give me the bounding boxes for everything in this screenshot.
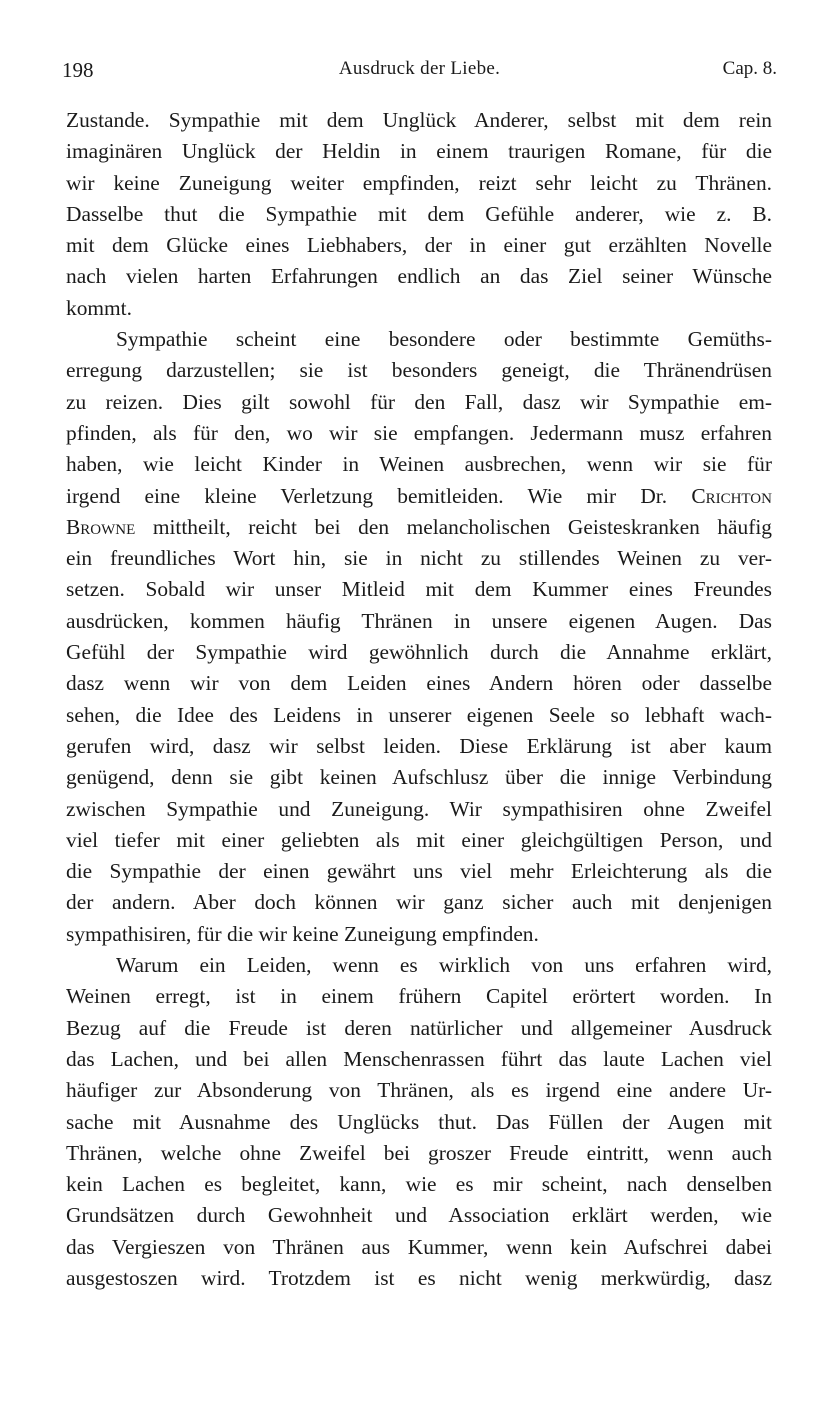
text-line: Weinen erregt, ist in einem frühern Capitel erörtert worden. In	[66, 984, 772, 1009]
text-line: die Sympathie der einen gewährt uns viel mehr Erleichterung als die	[66, 859, 772, 884]
running-title: Ausdruck der Liebe.	[338, 58, 501, 79]
text-line: dasz wenn wir von dem Leiden eines Andern hören oder dasselbe	[66, 671, 772, 696]
text-line: kein Lachen es begleitet, kann, wie es mir scheint, nach denselben	[66, 1172, 772, 1197]
text-line: Gefühl der Sympathie wird gewöhnlich durch die Annahme erklärt,	[66, 640, 772, 665]
text-segment: mittheilt, reicht bei den melancholischen Geisteskranken häufig	[152, 514, 772, 539]
text-line-with-name	[66, 481, 772, 512]
author-name: Browne	[66, 514, 136, 539]
text-line: ausdrücken, kommen häufig Thränen in unsere eigenen Augen. Das	[66, 608, 772, 633]
author-name: Crichton	[691, 483, 772, 508]
text-line: Grundsätzen durch Gewohnheit und Association erklärt werden, wie	[66, 1203, 772, 1228]
text-line: wir keine Zuneigung weiter empfinden, reizt sehr leicht zu Thränen.	[66, 170, 772, 195]
text-line: der andern. Aber doch können wir ganz sicher auch mit denjenigen	[66, 890, 772, 915]
text-line: erregung darzustellen; sie ist besonders geneigt, die Thränendrüsen	[66, 358, 772, 383]
text-line: nach vielen harten Erfahrungen endlich an das Ziel seiner Wünsche	[66, 264, 772, 289]
text-line: Thränen, welche ohne Zweifel bei groszer Freude eintritt, wenn auch	[66, 1140, 772, 1165]
text-line: sympathisiren, für die wir keine Zuneigung empfinden.	[66, 921, 539, 946]
text-line: viel tiefer mit einer geliebten als mit einer gleichgültigen Person, und	[66, 827, 772, 852]
text-line: das Vergieszen von Thränen aus Kummer, wenn kein Aufschrei dabei	[66, 1234, 772, 1259]
text-line: häufiger zur Absonderung von Thränen, als es irgend eine andere Ur-	[66, 1078, 772, 1103]
text-line: ein freundliches Wort hin, sie in nicht zu stillendes Weinen zu ver-	[66, 546, 772, 571]
body-text	[66, 105, 772, 1294]
text-line: ausgestoszen wird. Trotzdem ist es nicht wenig merkwürdig, dasz	[66, 1265, 772, 1290]
text-line: Bezug auf die Freude ist deren natürlicher und allgemeiner Ausdruck	[66, 1015, 772, 1040]
text-line: das Lachen, und bei allen Menschenrassen führt das laute Lachen viel	[66, 1046, 772, 1071]
text-line: mit dem Glücke eines Liebhabers, der in einer gut erzählten Novelle	[66, 233, 772, 258]
text-line: kommt.	[66, 295, 132, 320]
chapter-label: Cap. 8.	[722, 58, 777, 79]
text-line: haben, wie leicht Kinder in Weinen ausbrechen, wenn wir sie für	[66, 452, 772, 477]
text-line: setzen. Sobald wir unser Mitleid mit dem Kummer eines Freundes	[66, 577, 772, 602]
text-line: gerufen wird, dasz wir selbst leiden. Diese Erklärung ist aber kaum	[66, 733, 772, 758]
text-line: Warum ein Leiden, wenn es wirklich von uns erfahren wird,	[116, 953, 772, 978]
text-line: Sympathie scheint eine besondere oder bestimmte Gemüths-	[116, 327, 772, 352]
text-line: sehen, die Idee des Leidens in unserer eigenen Seele so lebhaft wach-	[66, 702, 772, 727]
page-number: 198	[62, 58, 94, 82]
text-line: genügend, denn sie gibt keinen Aufschlusz über die innige Verbindung	[66, 765, 772, 790]
text-line: Dasselbe thut die Sympathie mit dem Gefühle anderer, wie z. B.	[66, 201, 772, 226]
text-line: Zustande. Sympathie mit dem Unglück Anderer, selbst mit dem rein	[66, 108, 772, 132]
text-line: zu reizen. Dies gilt sowohl für den Fall, dasz wir Sympathie em-	[66, 389, 772, 414]
text-line: zwischen Sympathie und Zuneigung. Wir sympathisiren ohne Zweifel	[66, 796, 772, 821]
text-line-with-name	[66, 512, 772, 543]
running-header	[62, 58, 777, 88]
text-line: imaginären Unglück der Heldin in einem traurigen Romane, für die	[66, 139, 772, 164]
text-line: sache mit Ausnahme des Unglücks thut. Das Füllen der Augen mit	[66, 1109, 772, 1134]
text-line: pfinden, als für den, wo wir sie empfangen. Jedermann musz erfahren	[66, 420, 772, 445]
text-segment: irgend eine kleine Verletzung bemitleiden. Wie mir Dr.	[66, 483, 668, 508]
